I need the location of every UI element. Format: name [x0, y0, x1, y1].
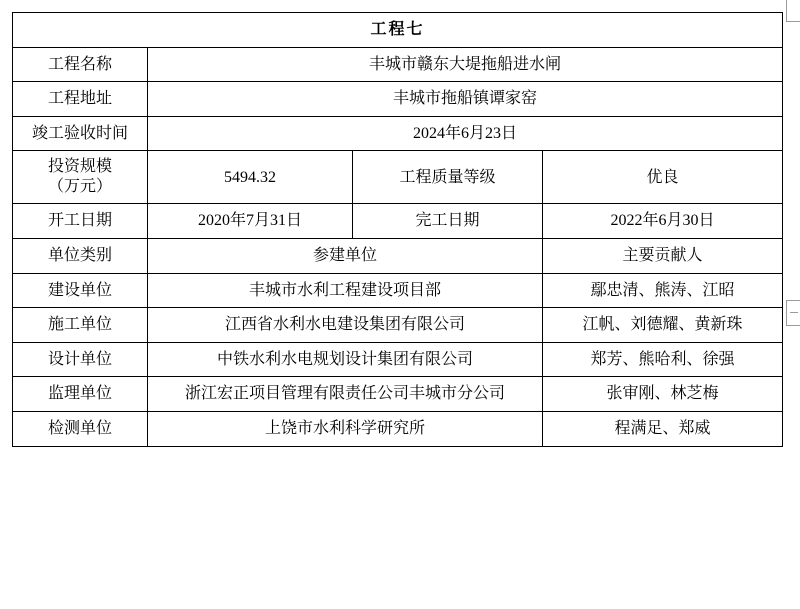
project-info-table	[12, 12, 783, 447]
table-row-title	[13, 13, 783, 48]
unit-contributors-designer: 郑芳、熊哈利、徐强	[543, 342, 783, 377]
unit-name-builder: 江西省水利水电建设集团有限公司	[148, 308, 543, 343]
start-date-value: 2020年7月31日	[148, 204, 353, 239]
start-date-label: 开工日期	[13, 204, 148, 239]
table-row	[13, 377, 783, 412]
table-row	[13, 308, 783, 343]
unit-name-construction: 丰城市水利工程建设项目部	[148, 273, 543, 308]
unit-type-testing: 检测单位	[13, 411, 148, 446]
participating-unit-label: 参建单位	[148, 238, 543, 273]
unit-name-testing: 上饶市水利科学研究所	[148, 411, 543, 446]
table-row-investment	[13, 151, 783, 204]
unit-name-supervisor: 浙江宏正项目管理有限责任公司丰城市分公司	[148, 377, 543, 412]
table-row-completion-acceptance	[13, 116, 783, 151]
table-title: 工程七	[13, 13, 783, 48]
table-row	[13, 411, 783, 446]
project-address-label: 工程地址	[13, 82, 148, 117]
unit-type-construction: 建设单位	[13, 273, 148, 308]
unit-contributors-builder: 江帆、刘德耀、黄新珠	[543, 308, 783, 343]
unit-contributors-testing: 程满足、郑威	[543, 411, 783, 446]
investment-label-line2: （万元）	[47, 178, 112, 196]
table-row-unit-header	[13, 238, 783, 273]
completion-acceptance-label: 竣工验收时间	[13, 116, 148, 151]
table-row	[13, 342, 783, 377]
page-corner-mark-icon	[786, 0, 800, 22]
unit-contributors-construction: 鄢忠清、熊涛、江昭	[543, 273, 783, 308]
investment-value: 5494.32	[148, 151, 353, 204]
unit-type-designer: 设计单位	[13, 342, 148, 377]
table-row-project-address	[13, 82, 783, 117]
project-name-value: 丰城市赣东大堤拖船进水闸	[148, 47, 783, 82]
page-margin-handle-icon	[786, 300, 800, 326]
investment-label-line1: 投资规模	[47, 158, 112, 176]
unit-name-designer: 中铁水利水电规划设计集团有限公司	[148, 342, 543, 377]
end-date-label: 完工日期	[353, 204, 543, 239]
main-contributor-label: 主要贡献人	[543, 238, 783, 273]
unit-type-label: 单位类别	[13, 238, 148, 273]
table-row-dates	[13, 204, 783, 239]
completion-acceptance-value: 2024年6月23日	[148, 116, 783, 151]
project-name-label: 工程名称	[13, 47, 148, 82]
quality-grade-value: 优良	[543, 151, 783, 204]
table-row	[13, 273, 783, 308]
project-address-value: 丰城市拖船镇谭家窑	[148, 82, 783, 117]
unit-type-supervisor: 监理单位	[13, 377, 148, 412]
investment-label	[13, 151, 148, 204]
unit-type-builder: 施工单位	[13, 308, 148, 343]
end-date-value: 2022年6月30日	[543, 204, 783, 239]
quality-grade-label: 工程质量等级	[353, 151, 543, 204]
unit-contributors-supervisor: 张审刚、林芝梅	[543, 377, 783, 412]
table-row-project-name	[13, 47, 783, 82]
